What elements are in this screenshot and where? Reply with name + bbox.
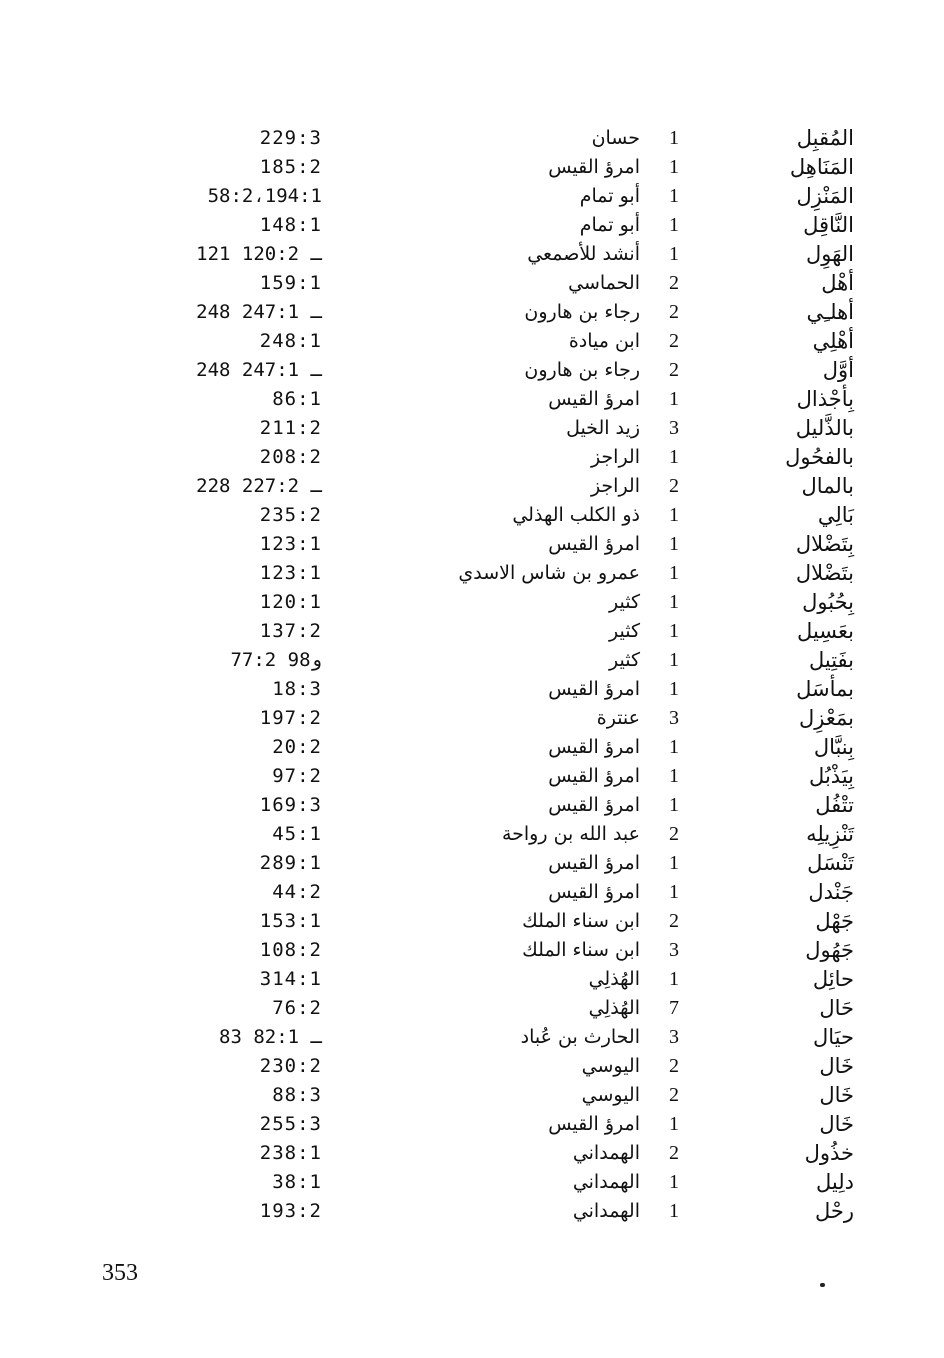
index-row [0, 704, 944, 733]
index-row [0, 907, 944, 936]
meter-number: 1 [669, 736, 679, 758]
poet-name: ابن سناء الملك [522, 910, 640, 932]
meter-number: 1 [669, 649, 679, 671]
rhyme-word: أوَّل [822, 358, 854, 382]
volume-page-reference: 148:1 [259, 214, 322, 236]
meter-number: 2 [669, 910, 679, 932]
volume-page-reference: 108:2 [259, 939, 322, 961]
meter-number: 3 [669, 1026, 679, 1048]
index-row [0, 298, 944, 327]
rhyme-word: بالمال [801, 474, 854, 498]
poet-name: امرؤ القيس [548, 736, 640, 758]
rhyme-word: خَال [819, 1083, 854, 1107]
rhyme-word: الهَوِل [805, 242, 854, 266]
rhyme-word: بمأسَل [796, 677, 854, 701]
rhyme-word: دلِيل [816, 1170, 854, 1194]
meter-number: 1 [669, 678, 679, 700]
volume-page-reference: 20:2 [272, 736, 322, 758]
index-row [0, 733, 944, 762]
volume-page-reference: 248 ـ 247:1 [196, 359, 322, 381]
meter-number: 1 [669, 533, 679, 555]
volume-page-reference: 211:2 [259, 417, 322, 439]
volume-page-reference: 159:1 [259, 272, 322, 294]
index-row [0, 936, 944, 965]
index-row [0, 1139, 944, 1168]
meter-number: 1 [669, 852, 679, 874]
rhyme-word: أهلـِي [806, 300, 854, 324]
index-row [0, 414, 944, 443]
volume-page-reference: 248 ـ 247:1 [196, 301, 322, 323]
meter-number: 3 [669, 939, 679, 961]
rhyme-word: خَال [819, 1054, 854, 1078]
volume-page-reference: 77:2 و98 [230, 649, 322, 671]
poet-name: امرؤ القيس [548, 533, 640, 555]
meter-number: 1 [669, 620, 679, 642]
rhyme-word: بِيَذْبُل [809, 764, 854, 788]
rhyme-index-table [0, 124, 944, 1226]
poet-name: امرؤ القيس [548, 678, 640, 700]
meter-number: 1 [669, 765, 679, 787]
index-row [0, 617, 944, 646]
volume-page-reference: 58:2،194:1 [207, 185, 322, 207]
rhyme-word: بالذَّليل [795, 416, 854, 440]
rhyme-word: المُقبِل [796, 126, 854, 150]
meter-number: 2 [669, 1142, 679, 1164]
poet-name: كثير [609, 649, 640, 671]
index-row [0, 153, 944, 182]
rhyme-word: خَال [819, 1112, 854, 1136]
index-row [0, 849, 944, 878]
poet-name: الهمداني [572, 1142, 640, 1164]
volume-page-reference: 255:3 [259, 1113, 322, 1135]
rhyme-word: جَهْل [815, 909, 854, 933]
index-row [0, 878, 944, 907]
volume-page-reference: 137:2 [259, 620, 322, 642]
poet-name: اليوسي [581, 1055, 640, 1077]
rhyme-word: أهْل [821, 271, 854, 295]
meter-number: 1 [669, 504, 679, 526]
rhyme-word: تَنْزِيلِه [806, 822, 854, 846]
meter-number: 1 [669, 243, 679, 265]
index-row [0, 269, 944, 298]
index-row [0, 443, 944, 472]
poet-name: ابن ميادة [568, 330, 640, 352]
volume-page-reference: 238:1 [259, 1142, 322, 1164]
meter-number: 1 [669, 446, 679, 468]
meter-number: 2 [669, 1055, 679, 1077]
index-row [0, 994, 944, 1023]
index-row [0, 182, 944, 211]
meter-number: 7 [669, 997, 679, 1019]
index-row [0, 501, 944, 530]
meter-number: 2 [669, 330, 679, 352]
index-row [0, 820, 944, 849]
meter-number: 2 [669, 823, 679, 845]
volume-page-reference: 76:2 [272, 997, 322, 1019]
poet-name: أبو تمام [579, 214, 640, 236]
volume-page-reference: 44:2 [272, 881, 322, 903]
rhyme-word: تتْفُل [815, 793, 854, 817]
poet-name: امرؤ القيس [548, 881, 640, 903]
poet-name: رجاء بن هارون [524, 359, 640, 381]
volume-page-reference: 235:2 [259, 504, 322, 526]
index-row [0, 327, 944, 356]
index-row [0, 385, 944, 414]
volume-page-reference: 38:1 [272, 1171, 322, 1193]
volume-page-reference: 123:1 [259, 562, 322, 584]
rhyme-word: المَنْزِل [796, 184, 854, 208]
poet-name: امرؤ القيس [548, 1113, 640, 1135]
rhyme-word: بِأجْذال [796, 387, 854, 411]
index-row [0, 762, 944, 791]
volume-page-reference: 208:2 [259, 446, 322, 468]
volume-page-reference: 120:1 [259, 591, 322, 613]
poet-name: امرؤ القيس [548, 852, 640, 874]
volume-page-reference: 97:2 [272, 765, 322, 787]
rhyme-word: بمَعْزِل [799, 706, 854, 730]
meter-number: 3 [669, 707, 679, 729]
rhyme-word: بَالِي [817, 503, 854, 527]
rhyme-word: بفَتِيل [808, 648, 854, 672]
volume-page-reference: 153:1 [259, 910, 322, 932]
index-row [0, 1023, 944, 1052]
poet-name: كثير [609, 620, 640, 642]
poet-name: حسان [591, 127, 640, 149]
poet-name: أبو تمام [579, 185, 640, 207]
meter-number: 1 [669, 214, 679, 236]
volume-page-reference: 121 ـ 120:2 [196, 243, 322, 265]
volume-page-reference: 83 ـ 82:1 [219, 1026, 322, 1048]
rhyme-word: النَّاقِل [803, 213, 854, 237]
poet-name: كثير [609, 591, 640, 613]
index-row [0, 1110, 944, 1139]
volume-page-reference: 86:1 [272, 388, 322, 410]
poet-name: الراجز [590, 475, 640, 497]
poet-name: عنترة [596, 707, 640, 729]
index-row [0, 559, 944, 588]
index-row [0, 1052, 944, 1081]
meter-number: 1 [669, 156, 679, 178]
meter-number: 2 [669, 301, 679, 323]
volume-page-reference: 314:1 [259, 968, 322, 990]
index-row [0, 646, 944, 675]
volume-page-reference: 193:2 [259, 1200, 322, 1222]
rhyme-word: تَنْسَل [807, 851, 854, 875]
rhyme-word: بعَسِيل [797, 619, 854, 643]
poet-name: عمرو بن شاس الاسدي [458, 562, 640, 584]
rhyme-word: حَال [819, 996, 854, 1020]
meter-number: 1 [669, 968, 679, 990]
meter-number: 1 [669, 1171, 679, 1193]
index-row [0, 965, 944, 994]
poet-name: ذو الكلب الهذلي [512, 504, 640, 526]
volume-page-reference: 230:2 [259, 1055, 322, 1077]
meter-number: 2 [669, 475, 679, 497]
volume-page-reference: 123:1 [259, 533, 322, 555]
index-row [0, 124, 944, 153]
rhyme-word: المَنَاهِل [789, 155, 854, 179]
rhyme-word: بالفحُول [785, 445, 854, 469]
volume-page-reference: 197:2 [259, 707, 322, 729]
index-row [0, 1168, 944, 1197]
index-row [0, 472, 944, 501]
poet-name: اليوسي [581, 1084, 640, 1106]
poet-name: امرؤ القيس [548, 388, 640, 410]
poet-name: رجاء بن هارون [524, 301, 640, 323]
meter-number: 2 [669, 272, 679, 294]
index-row [0, 588, 944, 617]
volume-page-reference: 229:3 [259, 127, 322, 149]
meter-number: 1 [669, 1200, 679, 1222]
rhyme-word: بِحُبُول [802, 590, 854, 614]
index-row [0, 1081, 944, 1110]
rhyme-word: بتَضْلال [795, 561, 854, 585]
rhyme-word: رحْل [814, 1199, 854, 1223]
poet-name: الحماسي [568, 272, 640, 294]
poet-name: الهمداني [572, 1171, 640, 1193]
rhyme-word: حيَال [813, 1025, 854, 1049]
volume-page-reference: 185:2 [259, 156, 322, 178]
poet-name: امرؤ القيس [548, 765, 640, 787]
poet-name: ابن سناء الملك [522, 939, 640, 961]
rhyme-word: جَهُول [805, 938, 854, 962]
rhyme-word: بِتَضْلال [795, 532, 854, 556]
ink-speck [820, 1283, 825, 1287]
volume-page-reference: 289:1 [259, 852, 322, 874]
poet-name: امرؤ القيس [548, 794, 640, 816]
poet-name: زيد الخيل [566, 417, 640, 439]
index-row [0, 240, 944, 269]
poet-name: الهُذلِي [588, 997, 640, 1019]
meter-number: 3 [669, 417, 679, 439]
poet-name: الهمداني [572, 1200, 640, 1222]
volume-page-reference: 88:3 [272, 1084, 322, 1106]
volume-page-reference: 45:1 [272, 823, 322, 845]
poet-name: الحارث بن عُباد [520, 1026, 640, 1048]
rhyme-word: حائِل [812, 967, 854, 991]
index-row [0, 530, 944, 559]
poet-name: عبد الله بن رواحة [501, 823, 640, 845]
rhyme-word: أهْلِي [812, 329, 854, 353]
volume-page-reference: 248:1 [259, 330, 322, 352]
poet-name: أنشد للأصمعي [527, 243, 640, 265]
meter-number: 2 [669, 1084, 679, 1106]
meter-number: 1 [669, 388, 679, 410]
volume-page-reference: 18:3 [272, 678, 322, 700]
meter-number: 1 [669, 185, 679, 207]
poet-name: الراجز [590, 446, 640, 468]
index-row [0, 1197, 944, 1226]
rhyme-word: خذُول [804, 1141, 854, 1165]
meter-number: 2 [669, 359, 679, 381]
index-row [0, 675, 944, 704]
volume-page-reference: 169:3 [259, 794, 322, 816]
poet-name: امرؤ القيس [548, 156, 640, 178]
index-row [0, 211, 944, 240]
meter-number: 1 [669, 562, 679, 584]
meter-number: 1 [669, 127, 679, 149]
volume-page-reference: 228 ـ 227:2 [196, 475, 322, 497]
rhyme-word: بِنبَّال [813, 735, 854, 759]
poet-name: الهُذلِي [588, 968, 640, 990]
meter-number: 1 [669, 881, 679, 903]
index-row [0, 791, 944, 820]
meter-number: 1 [669, 1113, 679, 1135]
rhyme-word: جَنْدل [808, 880, 854, 904]
meter-number: 1 [669, 794, 679, 816]
index-row [0, 356, 944, 385]
meter-number: 1 [669, 591, 679, 613]
page-number: 353 [102, 1260, 138, 1286]
